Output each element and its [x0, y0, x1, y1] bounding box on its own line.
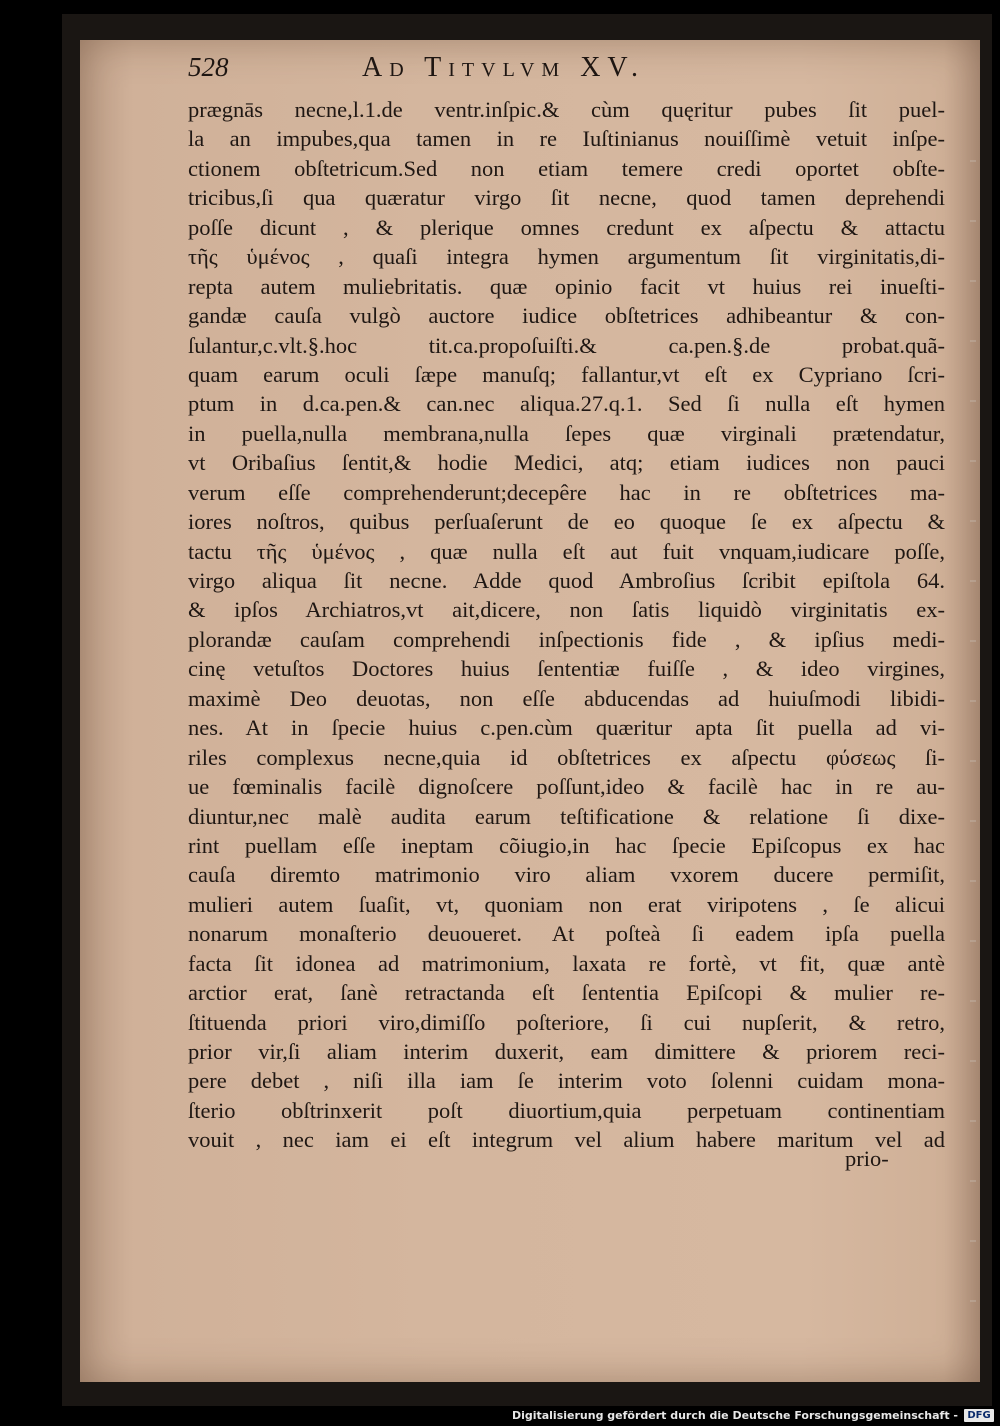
- page-edge-marks: [970, 160, 976, 1360]
- text-line: plorandæ cauſam comprehendi inſpectionis fide , & ipſius medi-: [188, 626, 945, 652]
- text-line: ptum in d.ca.pen.& can.nec aliqua.27.q.1. Sed ſi nulla eſt hymen: [188, 391, 945, 417]
- text-line: vouit , nec iam ei eſt integrum vel alium habere maritum vel ad: [188, 1127, 945, 1153]
- text-line: maximè Deo deuotas, non eſſe abducendas ad huiuſmodi libidi-: [188, 685, 945, 711]
- text-line: τῆς ὑμένος , quaſi integra hymen argumentum ſit virginitatis,di-: [188, 244, 945, 270]
- text-line: quam earum oculi ſæpe manuſq; fallantur,vt eſt ex Cypriano ſcri-: [188, 361, 945, 387]
- text-line: ſulantur,c.vlt.§.hoc tit.ca.propoſuiſti.& ca.pen.§.de probat.quã-: [188, 332, 945, 358]
- text-line: repta autem muliebritatis. quæ opinio facit vt huius rei inueſti-: [188, 273, 945, 299]
- text-line: riles complexus necne,quia id obſtetrices ex aſpectu φύσεως ſi-: [188, 744, 945, 770]
- text-line: ſtituenda priori viro,dimiſſo poſteriore, ſi cui nupſerit, & retro,: [188, 1009, 945, 1035]
- text-line: prægnās necne,l.1.de ventr.inſpic.& cùm quęritur pubes ſit puel-: [188, 97, 945, 122]
- text-line: diuntur,nec malè audita earum teſtificatione & relatione ſi dixe-: [188, 803, 945, 829]
- text-line: verum eſſe comprehenderunt;decepêre hac in re obſtetrices ma-: [188, 479, 945, 505]
- text-line: cauſa diremto matrimonio viro aliam vxorem ducere permiſit,: [188, 862, 945, 888]
- text-line: iores noſtros, quibus perſuaſerunt de eo quoque ſe ex aſpectu &: [188, 509, 945, 535]
- text-line: mulieri autem ſuaſit, vt, quoniam non erat viripotens , ſe alicui: [188, 891, 945, 917]
- dfg-logo: DFG: [964, 1409, 994, 1422]
- text-line: facta ſit idonea ad matrimonium, laxata re fortè, vt fit, quæ antè: [188, 950, 945, 976]
- running-head: [188, 52, 828, 88]
- text-line: tactu τῆς ὑμένος , quæ nulla eſt aut fuit vnquam,iudicare poſſe,: [188, 538, 945, 564]
- text-line: virgo aliqua ſit necne. Adde quod Ambroſius ſcribit epiſtola 64.: [188, 568, 945, 593]
- text-line: gandæ cauſa vulgò auctore iudice obſtetrices adhibeantur & con-: [188, 303, 945, 329]
- text-line: rint puellam eſſe ineptam cõiugio,in hac ſpecie Epiſcopus ex hac: [188, 832, 945, 858]
- footer-bar: [0, 1406, 1000, 1426]
- text-line: poſſe dicunt , & plerique omnes credunt ex aſpectu & attactu: [188, 214, 945, 240]
- text-line: la an impubes,qua tamen in re Iuſtinianus nouiſſimè vetuit inſpe-: [188, 126, 945, 152]
- text-line: vt Oribaſius ſentit,& hodie Medici, atq; etiam iudices non pauci: [188, 450, 945, 476]
- text-line: ſterio obſtrinxerit poſt diuortium,quia perpetuam continentiam: [188, 1097, 945, 1123]
- text-line: tricibus,ſi qua quæratur virgo ſit necne, quod tamen deprehendi: [188, 185, 945, 211]
- text-line: nes. At in ſpecie huius c.pen.cùm quæritur apta ſit puella ad vi-: [188, 715, 945, 741]
- text-line: arctior erat, ſanè retractanda eſt ſententia Epiſcopi & mulier re-: [188, 980, 945, 1006]
- funding-note: Digitalisierung gefördert durch die Deutsche Forschungsgemeinschaft -: [511, 1409, 958, 1422]
- text-line: nonarum monaſterio deuoueret. At poſteà ſi eadem ipſa puella: [188, 921, 945, 947]
- text-line: ue fœminalis facilè dignoſcere poſſunt,ideo & facilè hac in re au-: [188, 774, 945, 800]
- running-title: Ad Titvlvm XV.: [362, 52, 646, 83]
- text-line: ctionem obſtetricum.Sed non etiam temere credi oportet obſte-: [188, 155, 945, 181]
- text-line: in puella,nulla membrana,nulla ſepes quæ virginali prætendatur,: [188, 420, 945, 446]
- text-line: prior vir,ſi aliam interim duxerit, eam dimittere & priorem reci-: [188, 1039, 945, 1064]
- text-line: pere debet , niſi illa iam ſe interim voto ſolenni cuidam mona-: [188, 1068, 945, 1094]
- text-line: & ipſos Archiatros,vt ait,dicere, non ſatis liquidò virginitatis ex-: [188, 597, 945, 623]
- body-text: [188, 95, 968, 1155]
- text-line: cinę vetuſtos Doctores huius ſententiæ fuiſſe , & ideo virgines,: [188, 656, 945, 682]
- catchword: prio-: [845, 1146, 889, 1171]
- page-number: 528: [188, 52, 229, 82]
